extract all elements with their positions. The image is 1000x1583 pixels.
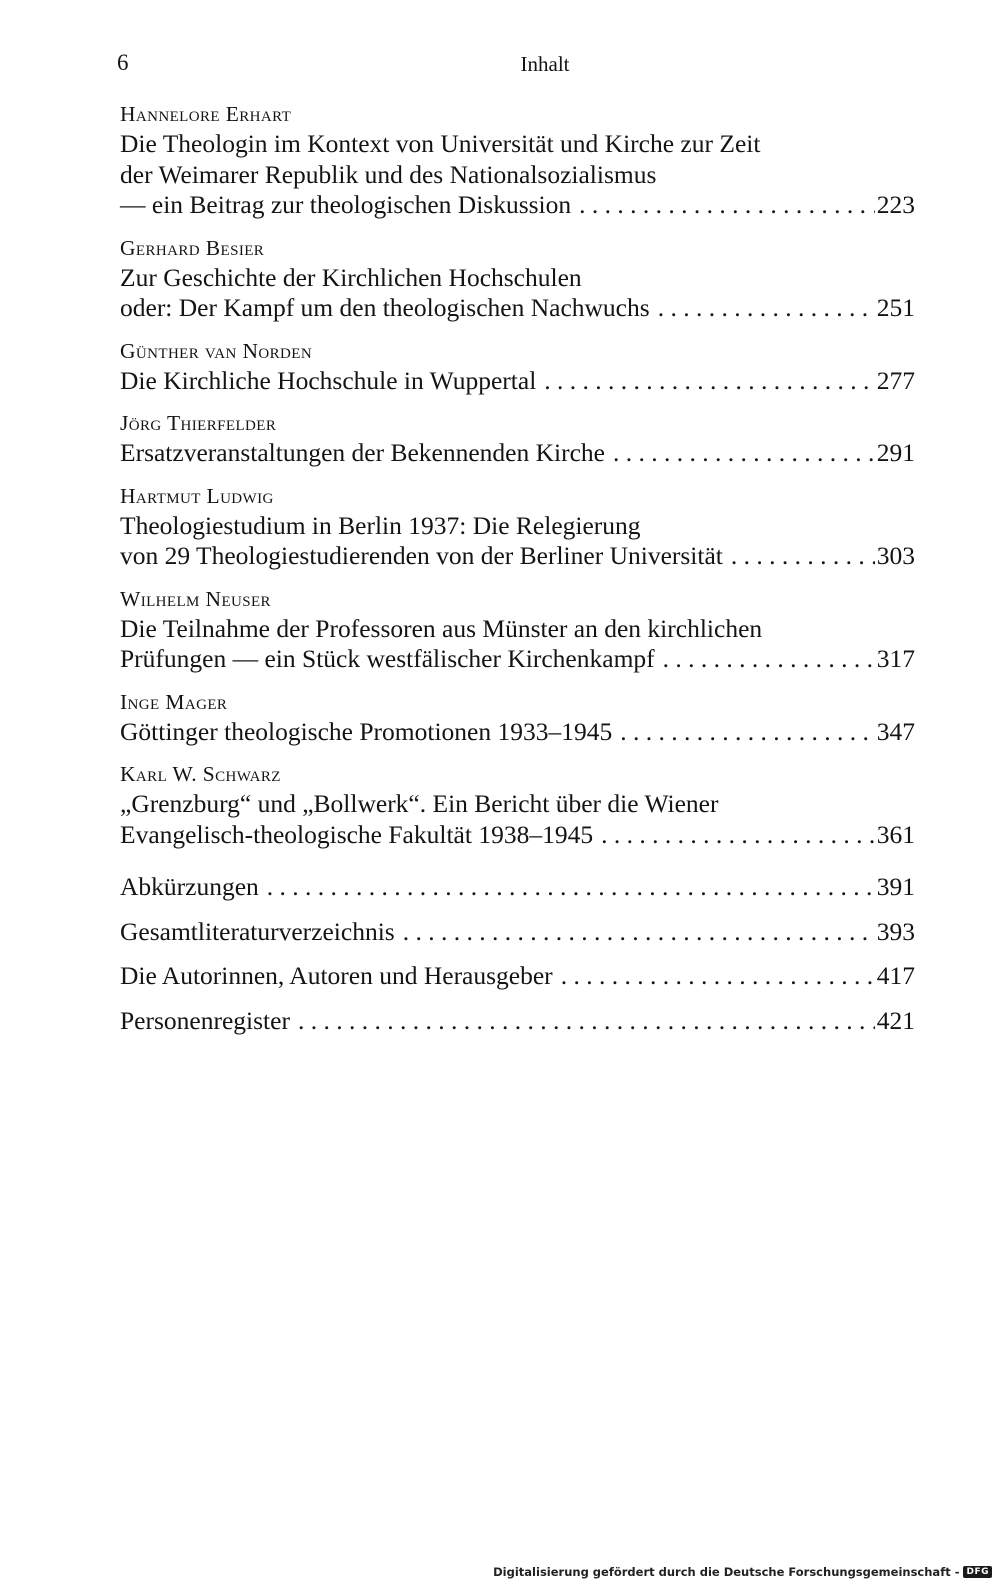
footer-text: Digitalisierung gefördert durch die Deutsche Forschungsgemeinschaft - xyxy=(493,1565,960,1579)
entry-author: Karl W. Schwarz xyxy=(120,762,281,786)
entry-last-line[interactable] xyxy=(120,190,915,221)
dot-leader xyxy=(298,1006,875,1037)
toc-entry xyxy=(120,585,915,675)
toc-entry xyxy=(120,482,915,572)
entry-page-number: 361 xyxy=(876,819,915,849)
table-of-contents xyxy=(120,100,915,1050)
entry-title-line: Die Kirchliche Hochschule in Wuppertal xyxy=(120,365,537,395)
appendix-entry[interactable] xyxy=(120,872,915,903)
dot-leader xyxy=(613,438,875,469)
appendix-label: Abkürzungen xyxy=(120,872,259,901)
appendix-label: Die Autorinnen, Autoren und Herausgeber xyxy=(120,961,553,990)
appendix-section xyxy=(120,872,915,1036)
entry-page-number: 291 xyxy=(876,438,915,467)
toc-entry xyxy=(120,234,915,324)
entry-title-line: Die Teilnahme der Professoren aus Münster an den kirchlichen xyxy=(120,613,763,643)
entry-title-line: — ein Beitrag zur theologischen Diskussion xyxy=(120,190,572,219)
dot-leader xyxy=(658,293,875,324)
entry-author: Gerhard Besier xyxy=(120,235,265,260)
entry-title-line: Theologiestudium in Berlin 1937: Die Relegierung xyxy=(120,510,641,540)
entry-page-number: 251 xyxy=(876,293,915,322)
appendix-page-number: 393 xyxy=(876,916,915,946)
entry-page-number: 223 xyxy=(876,190,915,219)
appendix-label: Personenregister xyxy=(120,1005,290,1035)
dot-leader xyxy=(731,541,875,572)
entry-page-number: 317 xyxy=(876,644,915,673)
entry-title-line: der Weimarer Republik und des Nationalsozialismus xyxy=(120,159,657,189)
dot-leader xyxy=(620,717,875,748)
entry-author: Hartmut Ludwig xyxy=(120,483,274,508)
entry-author: Inge Mager xyxy=(120,689,228,714)
dot-leader xyxy=(561,961,875,992)
entry-author: Jörg Thierfelder xyxy=(120,411,277,435)
entry-title-line: von 29 Theologiestudierenden von der Berliner Universität xyxy=(120,541,723,570)
digitization-footer xyxy=(493,1565,992,1579)
entry-author: Wilhelm Neuser xyxy=(120,586,271,611)
dot-leader xyxy=(267,872,875,903)
appendix-page-number: 421 xyxy=(876,1005,915,1035)
entry-last-line[interactable] xyxy=(120,717,915,748)
toc-entry xyxy=(120,760,915,850)
toc-entry xyxy=(120,688,915,748)
toc-entry xyxy=(120,100,915,221)
page-number: 6 xyxy=(117,50,129,75)
dot-leader xyxy=(601,820,875,851)
entry-title-line: oder: Der Kampf um den theologischen Nachwuchs xyxy=(120,293,650,322)
entry-last-line[interactable] xyxy=(120,366,915,397)
entry-title-line: Ersatzveranstaltungen der Bekennenden Kirche xyxy=(120,438,605,467)
appendix-label: Gesamtliteraturverzeichnis xyxy=(120,916,395,946)
appendix-entry[interactable] xyxy=(120,1006,915,1037)
appendix-entry[interactable] xyxy=(120,917,915,948)
entry-title-line: Evangelisch-theologische Fakultät 1938–1945 xyxy=(120,819,594,849)
toc-entry xyxy=(120,337,915,397)
entry-title-line: Die Theologin im Kontext von Universität und Kirche zur Zeit xyxy=(120,129,761,158)
entry-last-line[interactable] xyxy=(120,541,915,572)
dot-leader xyxy=(544,366,874,397)
running-head: Inhalt xyxy=(520,52,570,76)
toc-entry xyxy=(120,409,915,469)
appendix-page-number: 391 xyxy=(876,872,915,901)
entry-last-line[interactable] xyxy=(120,293,915,324)
appendix-entry[interactable] xyxy=(120,961,915,992)
dfg-logo-icon: DFG xyxy=(963,1566,992,1578)
entry-page-number: 347 xyxy=(876,716,915,746)
entry-title-line: Prüfungen — ein Stück westfälischer Kirchenkampf xyxy=(120,644,655,673)
entry-title-line: Zur Geschichte der Kirchlichen Hochschulen xyxy=(120,262,582,292)
entry-last-line[interactable] xyxy=(120,438,915,469)
entry-page-number: 277 xyxy=(876,365,915,395)
entry-last-line[interactable] xyxy=(120,820,915,851)
dot-leader xyxy=(403,917,875,948)
dot-leader xyxy=(579,190,875,221)
entry-author: Günther van Norden xyxy=(120,338,313,363)
entry-page-number: 303 xyxy=(876,541,915,570)
entry-title-line: Göttinger theologische Promotionen 1933–1945 xyxy=(120,716,613,746)
appendix-page-number: 417 xyxy=(876,961,915,990)
entry-last-line[interactable] xyxy=(120,644,915,675)
entry-title-line: „Grenzburg“ und „Bollwerk“. Ein Bericht über die Wiener xyxy=(120,789,719,818)
dot-leader xyxy=(663,644,875,675)
entry-author: Hannelore Erhart xyxy=(120,102,292,126)
